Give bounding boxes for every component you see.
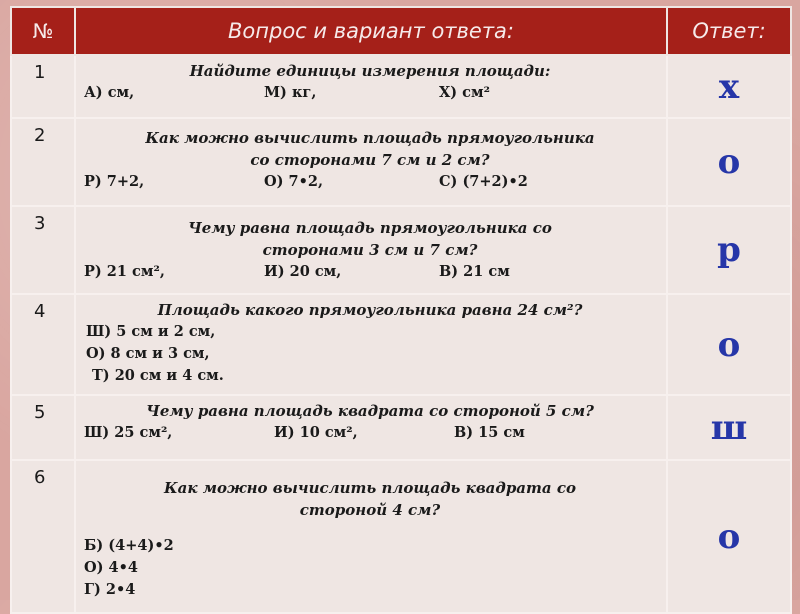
question-text: Чему равна площадь прямоугольника со <box>188 219 552 237</box>
question-text: Как можно вычислить площадь прямоугольника <box>145 129 595 147</box>
question-cell <box>75 395 667 460</box>
row-number: 6 <box>11 460 75 613</box>
option: Б) (4+4)•2 <box>84 537 174 554</box>
table-row <box>11 395 791 460</box>
table-row <box>11 460 791 613</box>
answer-letter: о <box>667 294 791 395</box>
options-line <box>84 422 656 444</box>
option: С) (7+2)•2 <box>439 173 528 190</box>
option: И) 20 см, <box>264 263 342 280</box>
options-line <box>84 261 656 283</box>
option: Р) 7+2, <box>84 173 145 190</box>
answer-letter: ш <box>667 395 791 460</box>
answer-letter: р <box>667 206 791 294</box>
question-text: Чему равна площадь квадрата со стороной 5 см? <box>146 402 594 420</box>
option: А) см, <box>84 84 135 101</box>
answer-letter: о <box>667 460 791 613</box>
option: В) 21 см <box>439 263 510 280</box>
option: Х) см² <box>439 84 490 101</box>
option: Ш) 5 см и 2 см, <box>86 323 216 340</box>
option: О) 7•2, <box>264 173 324 190</box>
question-text: стороной 4 см? <box>299 501 441 519</box>
table-row <box>11 55 791 118</box>
question-cell <box>75 294 667 395</box>
table-row <box>11 118 791 206</box>
question-text: Найдите единицы измерения площади: <box>189 62 551 80</box>
option: Ш) 25 см², <box>84 424 173 441</box>
row-number: 3 <box>11 206 75 294</box>
question-cell <box>75 118 667 206</box>
row-number: 5 <box>11 395 75 460</box>
option: Р) 21 см², <box>84 263 165 280</box>
quiz-table <box>10 6 792 614</box>
table-row <box>11 206 791 294</box>
row-number: 1 <box>11 55 75 118</box>
question-cell <box>75 55 667 118</box>
option: Т) 20 см и 4 см. <box>92 367 224 384</box>
question-text: со сторонами 7 см и 2 см? <box>250 151 490 169</box>
options-list <box>84 535 656 601</box>
question-text: Площадь какого прямоугольника равна 24 см²? <box>157 301 583 319</box>
table-row <box>11 294 791 395</box>
options-line <box>84 82 656 104</box>
row-number: 4 <box>11 294 75 395</box>
option: О) 8 см и 3 см, <box>86 345 210 362</box>
options-list <box>84 321 656 387</box>
question-cell <box>75 460 667 613</box>
row-number: 2 <box>11 118 75 206</box>
header-number: № <box>11 7 75 55</box>
option: В) 15 см <box>454 424 525 441</box>
option: М) кг, <box>264 84 317 101</box>
header-answer: Ответ: <box>667 7 791 55</box>
question-text: сторонами 3 см и 7 см? <box>262 241 478 259</box>
answer-letter: о <box>667 118 791 206</box>
question-cell <box>75 206 667 294</box>
header-row <box>11 7 791 55</box>
answer-letter: х <box>667 55 791 118</box>
option: Г) 2•4 <box>84 581 136 598</box>
option: О) 4•4 <box>84 559 138 576</box>
options-line <box>84 171 656 193</box>
question-text: Как можно вычислить площадь квадрата со <box>164 479 576 497</box>
header-question: Вопрос и вариант ответа: <box>75 7 667 55</box>
option: И) 10 см², <box>274 424 358 441</box>
